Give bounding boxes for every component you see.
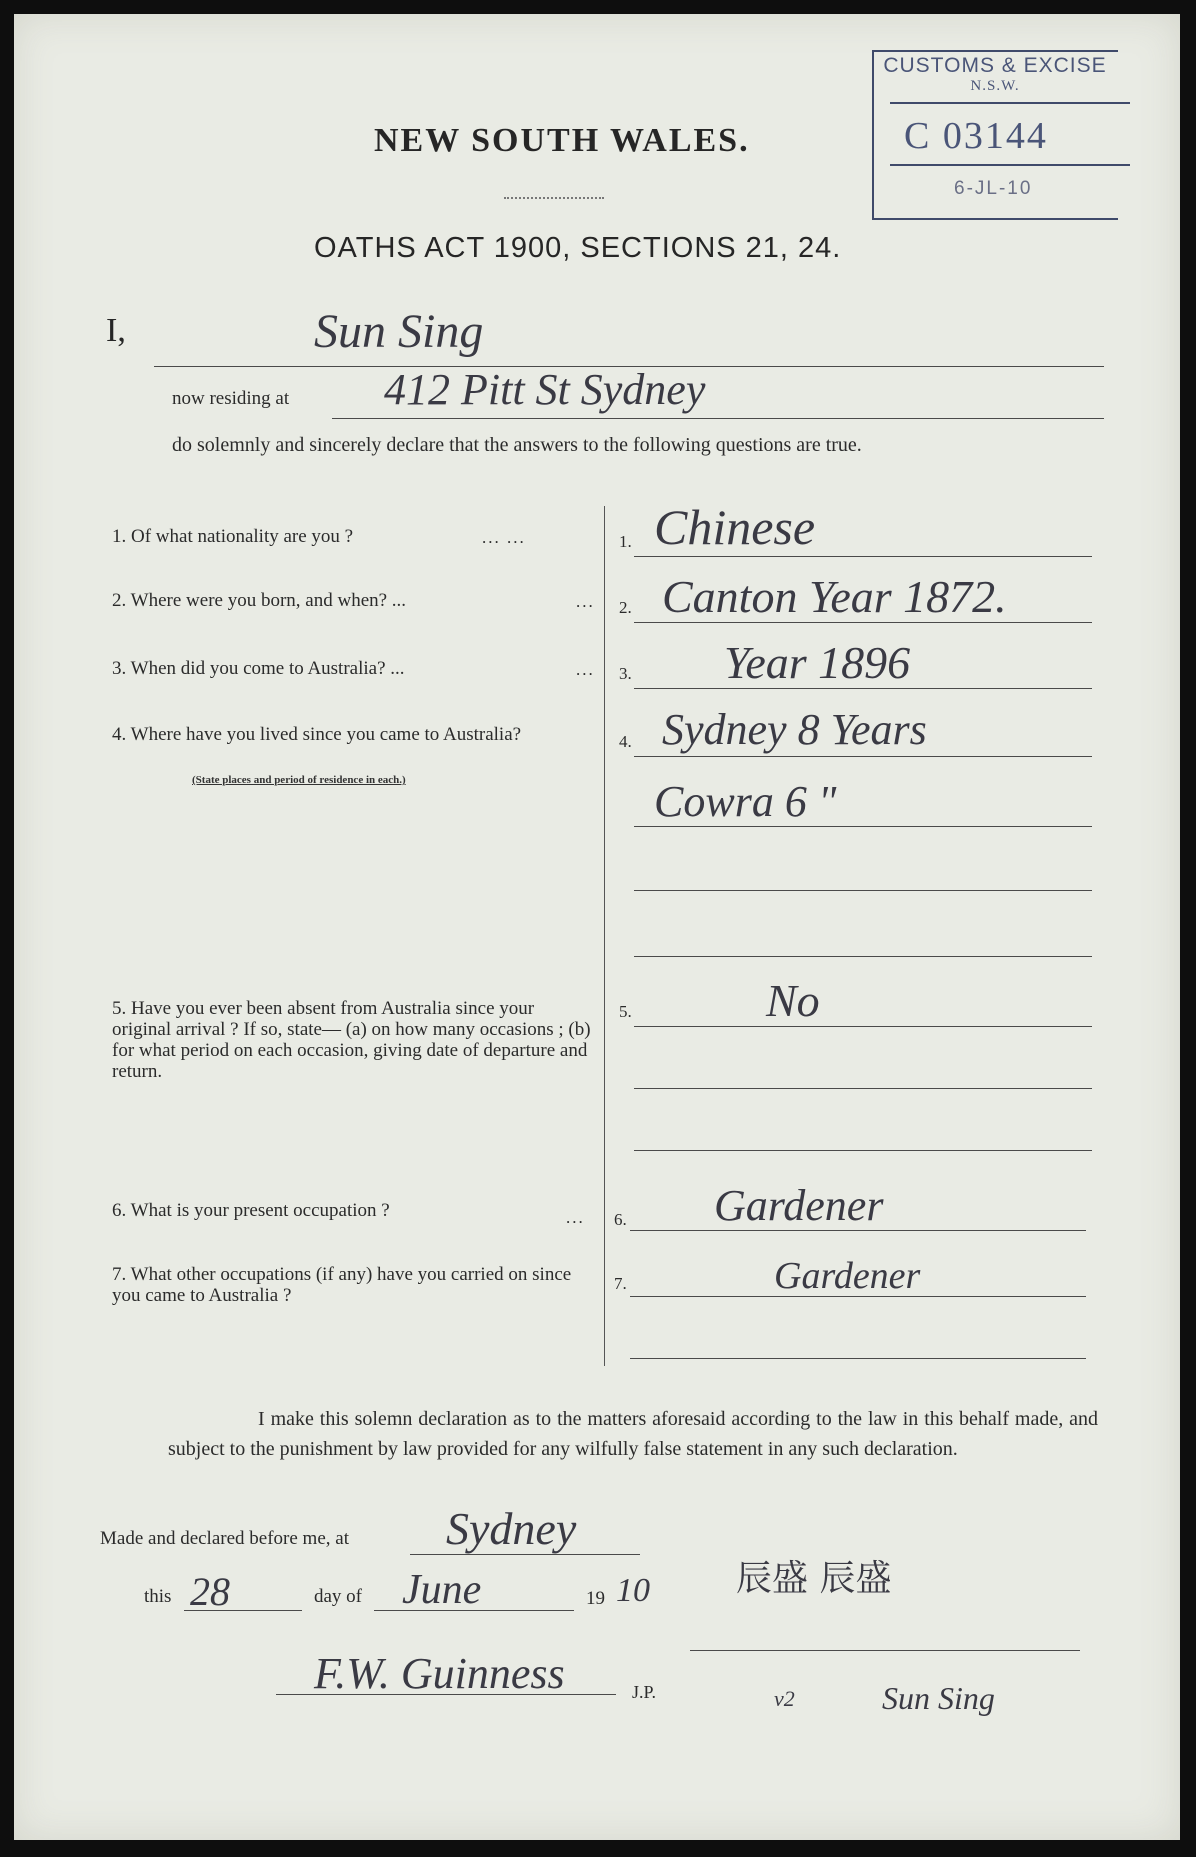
answer-4-line-1: Sydney 8 Years [662,705,927,754]
signature-note: v2 [774,1686,795,1711]
stamp-header: CUSTOMS & EXCISE [883,54,1107,77]
column-divider [604,506,605,1366]
answer-6: Gardener [714,1181,884,1230]
answer-4-line-2: Cowra 6 " [654,777,837,826]
answer-number-4: 4. [619,732,632,751]
answer-7: Gardener [774,1255,921,1297]
answer-number-1: 1. [619,532,632,551]
declaration-sheet [14,14,1180,1840]
name-prefix: I, [106,312,126,349]
question-4: 4. Where have you lived since you came to Australia? [112,724,522,745]
address-line [332,418,1104,419]
declared-day: 28 [190,1569,230,1614]
question-1: 1. Of what nationality are you ? [112,526,354,547]
answer-line [634,956,1092,957]
chinese-signature: 辰盛 辰盛 [736,1558,892,1599]
declarant-name: Sun Sing [314,305,484,358]
page-subtitle: OATHS ACT 1900, SECTIONS 21, 24. [314,232,842,264]
answer-line [634,1088,1092,1089]
question-2: 2. Where were you born, and when? ... [112,590,407,611]
jp-label: J.P. [632,1682,657,1702]
question-4-note: (State places and period of residence in each.) [192,774,406,786]
leader-dots: ... [576,592,595,611]
page-title: NEW SOUTH WALES. [374,122,750,159]
answer-number-5: 5. [619,1002,632,1021]
question-5: 5. Have you ever been absent from Australia since your original arrival ? If so, state— (a) on how many occasions ; (b) for what period on each occasion, giving date of departure and return. [112,998,591,1082]
stamp-divider [890,102,1130,104]
answer-line [634,1150,1092,1151]
leader-dots: ... ... [482,528,526,547]
declared-month: June [402,1567,482,1613]
answer-1: Chinese [654,499,816,555]
answer-2: Canton Year 1872. [662,571,1007,622]
declarant-address: 412 Pitt St Sydney [384,365,706,414]
answer-line [634,1026,1092,1027]
question-6: 6. What is your present occupation ? [112,1200,390,1221]
question-7: 7. What other occupations (if any) have you carried on since you came to Australia ? [112,1264,572,1306]
signature-line [690,1650,1080,1651]
answer-5: No [766,975,820,1026]
answer-number-7: 7. [614,1274,627,1293]
answer-3: Year 1896 [724,637,911,688]
stamp-divider [890,164,1130,166]
declaration-intro: do solemnly and sincerely declare that the answers to the following questions are true. [172,434,862,456]
answer-line [634,756,1092,757]
declarant-signature: Sun Sing [882,1680,995,1716]
answer-line [630,1358,1086,1359]
made-declared-label: Made and declared before me, at [100,1528,349,1549]
leader-dots: ... [566,1208,585,1227]
day-of-label: day of [314,1586,363,1607]
answer-number-6: 6. [614,1210,627,1229]
answer-line [634,556,1092,557]
question-3: 3. When did you come to Australia? ... [112,658,405,679]
year-prefix: 19 [586,1588,605,1609]
leader-dots: ... [576,660,595,679]
residing-label: now residing at [172,388,290,409]
stamp-number: C 03144 [904,115,1048,157]
answer-number-3: 3. [619,664,632,683]
closing-statement: I make this solemn declaration as to the matters aforesaid according to the law in this behalf made, and subject to the punishment by law provided for any wilfully false statement in any such declaration. [168,1408,1098,1460]
answer-number-2: 2. [619,598,632,617]
answer-line [634,890,1092,891]
stamp-date: 6-JL-10 [954,178,1033,199]
stamp-subheader: N.S.W. [970,78,1020,94]
jp-signature: F.W. Guinness [314,1649,565,1698]
declared-place: Sydney [446,1503,577,1554]
this-label: this [144,1586,172,1607]
declared-year: 10 [616,1572,650,1609]
title-divider [504,197,604,199]
